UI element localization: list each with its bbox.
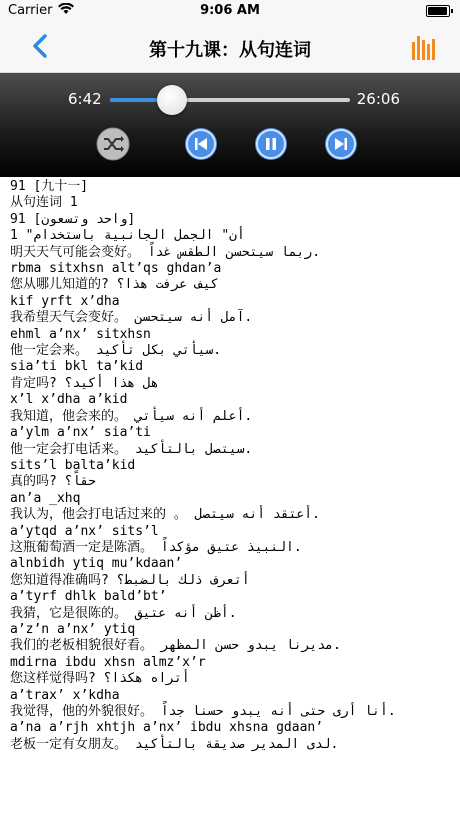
text-line: 从句连词 1 bbox=[10, 195, 78, 211]
status-bar bbox=[0, 0, 460, 22]
text-line: a’trax’ x’kdha bbox=[10, 687, 120, 703]
next-button[interactable] bbox=[324, 127, 358, 161]
pause-icon bbox=[254, 127, 288, 161]
playlist-button[interactable] bbox=[412, 36, 438, 60]
text-line: 他一定会打电话来。 سيتصل بالتأكيد. bbox=[10, 441, 253, 457]
text-line: 明天天气可能会变好。 ربما سيتحسن الطقس غداً. bbox=[10, 244, 321, 260]
text-line: a’na a’rjh xhtjh a’nx’ ibdu xhsna gdaan’ bbox=[10, 720, 324, 736]
text-line: 我知道，他会来的。 أعلم أنه سيأتي. bbox=[10, 408, 253, 424]
page-title: 第十九课：从句连词 bbox=[149, 40, 311, 61]
text-line: 老板一定有女朋友。 لدى المدير صديقة بالتأكيد. bbox=[10, 736, 339, 752]
text-line: a’ytqd a’nx’ sits’l bbox=[10, 523, 159, 539]
text-line: 他一定会来。 سيأتي بكل تأكيد. bbox=[10, 343, 222, 359]
shuffle-icon bbox=[96, 127, 130, 161]
text-line: x’l x’dha a’kid bbox=[10, 392, 128, 408]
text-line: alnbidh ytiq mu’kdaan’ bbox=[10, 556, 183, 572]
previous-icon bbox=[184, 127, 218, 161]
text-line: 我认为，他会打电话过来的 。 أعتقد أنه سيتصل. bbox=[10, 507, 320, 523]
elapsed-time: 6:42 bbox=[68, 90, 102, 108]
navigation-bar bbox=[0, 22, 460, 73]
text-line: 我希望天气会变好。 آمل أنه سيتحسن. bbox=[10, 310, 253, 326]
lesson-text bbox=[10, 179, 450, 818]
total-time: 26:06 bbox=[356, 90, 400, 108]
carrier-label: Carrier bbox=[8, 3, 53, 18]
text-line: 我觉得，他的外貌很好。 أنا أرى حتى أنه يبدو حسنا جداً. bbox=[10, 704, 396, 719]
text-line: 真的吗? حقاً؟ bbox=[10, 474, 96, 490]
bars-icon bbox=[412, 36, 438, 60]
battery-icon bbox=[426, 5, 450, 17]
shuffle-button[interactable] bbox=[96, 127, 130, 161]
text-line: an’a _xhq bbox=[10, 490, 81, 506]
status-time: 9:06 AM bbox=[200, 3, 260, 18]
text-line: sia’ti bkl ta’kid bbox=[10, 359, 144, 375]
text-line: mdirna ibdu xhsn almz’x’r bbox=[10, 654, 206, 670]
slider-thumb[interactable] bbox=[157, 85, 187, 115]
text-line: ehml a’nx’ sitxhsn bbox=[10, 326, 151, 342]
text-line: 91 [واحد وتسعون] bbox=[10, 211, 136, 227]
text-line: 91 [九十一] bbox=[10, 179, 89, 194]
text-line: a’tyrf dhlk bald’bt’ bbox=[10, 589, 167, 605]
text-line: rbma sitxhsn alt’qs ghdan’a bbox=[10, 261, 222, 277]
text-line: 我们的老板相貌很好看。 مديرنا يبدو حسن المظهر. bbox=[10, 638, 341, 654]
text-line: a’z’n a’nx’ ytiq bbox=[10, 621, 136, 637]
audio-player bbox=[0, 73, 460, 177]
text-line: 您知道得准确吗? أتعرف ذلك بالضبط؟ bbox=[10, 572, 250, 588]
text-line: 这瓶葡萄酒一定是陈酒。 النبيذ عتيق مؤكداً. bbox=[10, 539, 302, 555]
text-line: 您从哪儿知道的? كيف عرفت هذا؟ bbox=[10, 277, 219, 293]
progress-slider[interactable] bbox=[110, 98, 350, 102]
previous-button[interactable] bbox=[184, 127, 218, 161]
text-line: a’ylm a’nx’ sia’ti bbox=[10, 425, 151, 441]
text-line: 1 "أن" الجمل الجانبية باستخدام bbox=[10, 228, 245, 244]
pause-button[interactable] bbox=[254, 127, 288, 161]
text-line: sits’l balta’kid bbox=[10, 457, 136, 473]
text-line: 肯定吗? هل هذا أكيد؟ bbox=[10, 375, 159, 391]
next-icon bbox=[324, 127, 358, 161]
text-line: 您这样觉得吗? أتراه هكذا؟ bbox=[10, 671, 190, 687]
text-line: kif yrft x’dha bbox=[10, 293, 120, 309]
text-line: 我猜，它是很陈的。 أظن أنه عتيق. bbox=[10, 605, 237, 621]
